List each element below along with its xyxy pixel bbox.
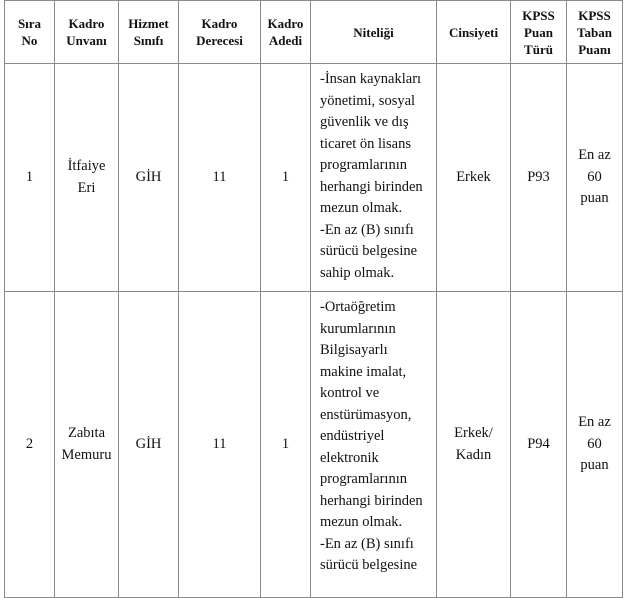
cell-kadro-derecesi: 11 (179, 64, 261, 292)
cell-hizmet-sinifi: GİH (119, 292, 179, 598)
header-kpss-taban-puani: KPSS Taban Puanı (567, 1, 623, 64)
header-kadro-adedi: Kadro Adedi (261, 1, 311, 64)
kadro-table (4, 0, 623, 598)
header-sira-no: Sıra No (5, 1, 55, 64)
cell-hizmet-sinifi: GİH (119, 64, 179, 292)
cell-kpss-taban-puani: En az 60 puan (567, 64, 623, 292)
header-niteligi: Niteliği (311, 1, 437, 64)
cell-kadro-derecesi: 11 (179, 292, 261, 598)
header-row (5, 1, 623, 64)
cell-kpss-taban-puani: En az 60 puan (567, 292, 623, 598)
cell-sira-no: 2 (5, 292, 55, 598)
header-kadro-unvani: Kadro Unvanı (55, 1, 119, 64)
header-kadro-derecesi: Kadro Derecesi (179, 1, 261, 64)
cell-kpss-puan-turu: P94 (511, 292, 567, 598)
cell-kadro-unvani: İtfaiye Eri (55, 64, 119, 292)
cell-niteligi: -İnsan kaynakları yönetimi, sosyal güvenlik ve dış ticaret ön lisans programlarının herhangi birinden mezun olmak. -En az (B) sınıfı sürücü belgesine sahip olmak. (311, 64, 437, 292)
header-hizmet-sinifi: Hizmet Sınıfı (119, 1, 179, 64)
header-cinsiyeti: Cinsiyeti (437, 1, 511, 64)
cell-kpss-puan-turu: P93 (511, 64, 567, 292)
cell-kadro-unvani: Zabıta Memuru (55, 292, 119, 598)
cell-niteligi: -Ortaöğretim kurumlarının Bilgisayarlı makine imalat, kontrol ve enstürümasyon, endüstriyel elektronik programlarının herhangi birinden mezun olmak. -En az (B) sınıfı sürücü belgesine (311, 292, 437, 598)
cell-cinsiyeti: Erkek (437, 64, 511, 292)
header-kpss-puan-turu: KPSS Puan Türü (511, 1, 567, 64)
cell-kadro-adedi: 1 (261, 64, 311, 292)
table-row (5, 64, 623, 292)
cell-cinsiyeti: Erkek/ Kadın (437, 292, 511, 598)
cell-kadro-adedi: 1 (261, 292, 311, 598)
cell-sira-no: 1 (5, 64, 55, 292)
table-row (5, 292, 623, 598)
